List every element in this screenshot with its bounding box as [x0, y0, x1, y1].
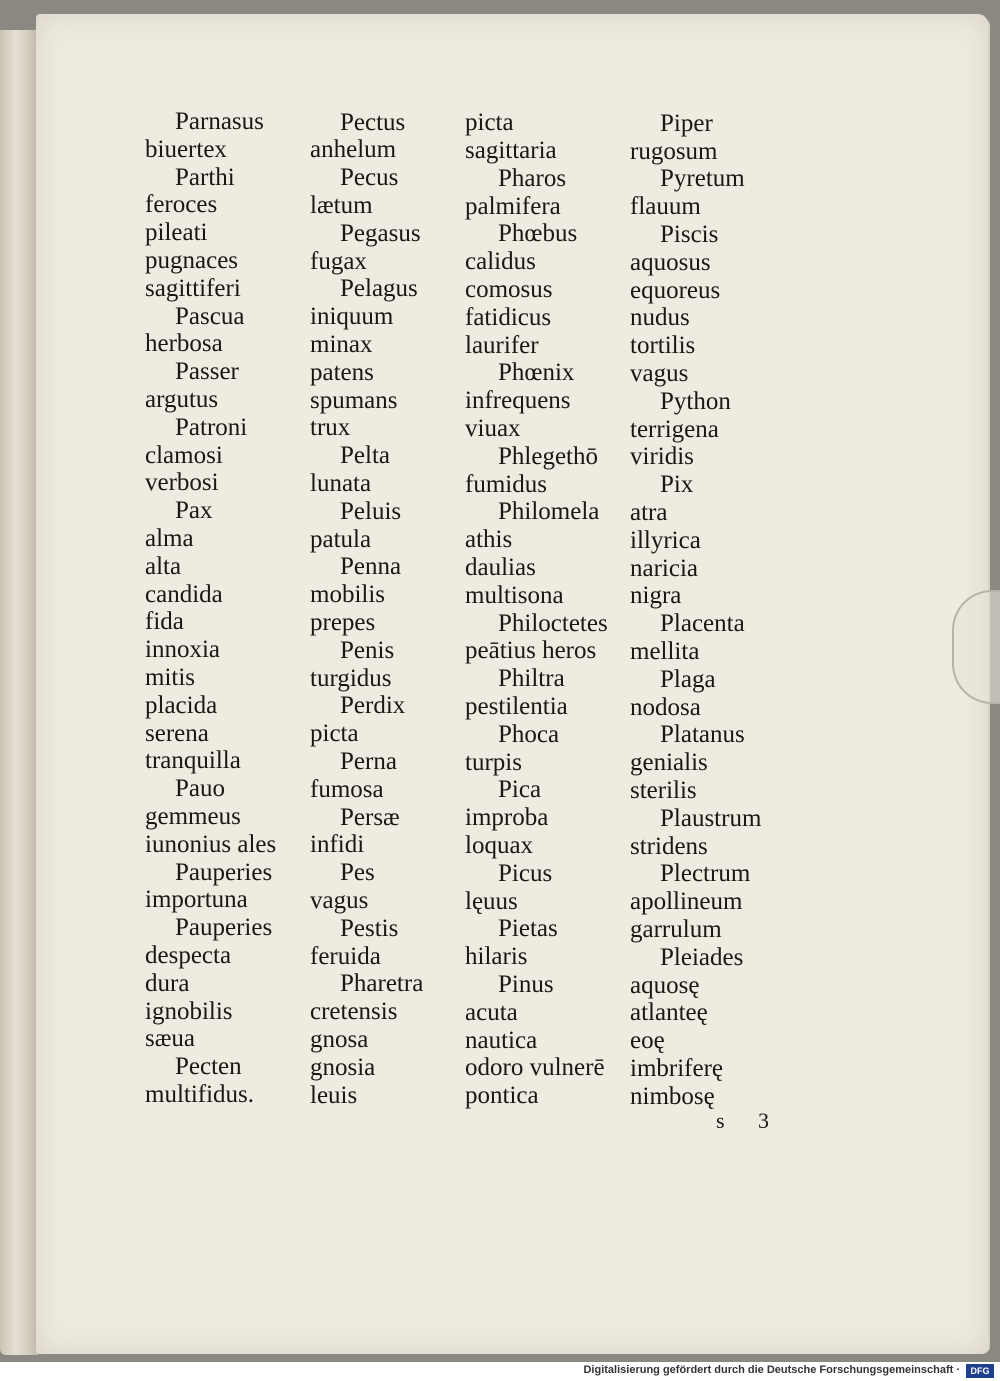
entry-word: terrigena [630, 415, 719, 443]
entry-word: Pegasus [340, 219, 421, 247]
book-binding [0, 30, 38, 1355]
entry-word: clamosi [145, 441, 223, 469]
entry-word: verbosi [145, 469, 219, 497]
entry-word: Picus [498, 859, 553, 887]
entry-word: infrequens [465, 387, 571, 415]
entry-word: Passer [175, 358, 239, 386]
entry-word: vagus [630, 360, 689, 387]
entry-word: alta [145, 552, 182, 580]
entry-word: Persæ [340, 803, 400, 831]
entry-word: imbriferę [630, 1055, 724, 1082]
entry-word: Penis [340, 636, 395, 664]
entry-word: rugosum [630, 137, 718, 165]
entry-word: multisona [465, 581, 564, 609]
entry-word: peātius heros [465, 637, 597, 665]
entry-word: daulias [465, 554, 536, 581]
entry-word: mellita [630, 638, 700, 665]
entry-word: apollineum [630, 888, 743, 916]
entry-word: gnosa [310, 1026, 369, 1053]
entry-word: Phoca [498, 720, 560, 748]
entry-word: Patroni [175, 413, 248, 441]
entry-word: trux [310, 414, 351, 442]
signature-mark: s 3 [716, 1108, 784, 1133]
entry-word: hilaris [465, 943, 528, 971]
entry-word: herbosa [145, 330, 223, 358]
entry-word: Pectus [340, 108, 406, 136]
entry-word: patens [310, 358, 374, 386]
entry-word: vagus [310, 887, 369, 914]
entry-word: iunonius ales [145, 830, 277, 858]
entry-word: stridens [630, 832, 708, 860]
entry-word: pestilentia [465, 693, 568, 720]
entry-word: nimbosę [630, 1082, 715, 1110]
entry-word: tortilis [630, 332, 696, 360]
entry-word: Placenta [660, 610, 745, 638]
entry-word: atra [630, 499, 668, 526]
entry-word: Pes [340, 859, 375, 887]
entry-word: Plaustrum [660, 804, 762, 832]
entry-word: Philtra [498, 665, 565, 693]
entry-word: calidus [465, 248, 536, 276]
entry-word: atlanteę [630, 999, 708, 1027]
entry-word: nigra [630, 582, 682, 610]
entry-word: mitis [145, 664, 196, 691]
entry-word: Piscis [660, 221, 719, 248]
entry-word: patula [310, 525, 372, 553]
entry-word: fida [145, 608, 184, 636]
entry-word: serena [145, 719, 209, 747]
page-clip [952, 590, 1000, 704]
entry-word: fumidus [465, 470, 547, 498]
entry-word: Pauperies [175, 914, 273, 942]
entry-word: Pyretum [660, 165, 745, 193]
entry-word: Phlegethō [498, 442, 598, 470]
entry-word: Python [660, 387, 731, 415]
entry-word: mobilis [310, 581, 386, 609]
entry-word: eoę [630, 1027, 665, 1055]
entry-word: sterilis [630, 777, 697, 804]
entry-word: Pauperies [175, 858, 273, 886]
entry-word: Pecus [340, 164, 399, 192]
entry-word: genialis [630, 749, 708, 777]
entry-word: turgidus [310, 664, 392, 692]
entry-word: Pinus [498, 971, 554, 998]
entry-word: Pharos [498, 164, 567, 192]
entry-word: garrulum [630, 916, 722, 943]
entry-word: improba [465, 804, 549, 832]
entry-word: leuis [310, 1081, 358, 1109]
entry-word: sagittiferi [145, 274, 241, 302]
footer-credit: Digitalisierung gefördert durch die Deutsche Forschungsgemeinschaft · [583, 1364, 960, 1376]
entry-word: cretensis [310, 998, 398, 1026]
entry-word: nautica [465, 1026, 538, 1054]
entry-word: athis [465, 526, 513, 554]
entry-word: multifidus. [145, 1081, 255, 1108]
entry-word: Pica [498, 776, 542, 804]
entry-word: sæua [145, 1025, 195, 1053]
entry-word: argutus [145, 386, 219, 413]
entry-word: acuta [465, 998, 518, 1026]
entry-word: nudus [630, 304, 690, 332]
entry-word: Perna [340, 748, 397, 775]
entry-word: illyrica [630, 526, 701, 554]
entry-word: viridis [630, 443, 694, 471]
entry-word: naricia [630, 554, 699, 582]
entry-word: Phœnix [498, 359, 575, 387]
entry-word: Perdix [340, 692, 406, 720]
entry-word: anhelum [310, 136, 397, 164]
entry-word: Pharetra [340, 970, 424, 998]
entry-word: lætum [310, 192, 373, 219]
entry-word: picta [465, 109, 514, 137]
entry-word: Phœbus [498, 220, 578, 248]
entry-word: turpis [465, 748, 522, 776]
entry-word: Philoctetes [498, 609, 608, 637]
entry-word: odoro vulnerē [465, 1054, 605, 1082]
entry-word: fatidicus [465, 303, 552, 331]
entry-word: fugax [310, 247, 367, 275]
entry-word: infidi [310, 831, 365, 859]
entry-word: viuax [465, 415, 521, 442]
entry-word: dura [145, 969, 190, 997]
entry-word: innoxia [145, 636, 220, 664]
entry-word: Parthi [175, 163, 235, 191]
entry-word: candida [145, 580, 223, 608]
entry-word: nodosa [630, 693, 701, 721]
entry-word: loquax [465, 832, 534, 859]
entry-word: Plectrum [660, 860, 751, 888]
entry-word: pugnaces [145, 247, 239, 274]
entry-word: Plaga [660, 665, 716, 693]
footer-bar [0, 1362, 1000, 1381]
entry-word: alma [145, 525, 194, 552]
entry-word: Penna [340, 553, 402, 581]
entry-word: aquosę [630, 971, 700, 999]
entry-word: Peluis [340, 497, 402, 525]
entry-word: Pax [175, 497, 213, 525]
entry-word: gnosia [310, 1053, 376, 1081]
entry-word: palmifera [465, 192, 561, 220]
dfg-logo: DFG [966, 1364, 994, 1378]
entry-word: tranquilla [145, 747, 241, 775]
entry-word: Parnasus [175, 108, 264, 135]
entry-word: laurifer [465, 331, 539, 359]
entry-word: flauum [630, 193, 701, 221]
entry-word: Pauo [175, 775, 225, 803]
entry-word: Piper [660, 109, 713, 137]
entry-word: Pelagus [340, 275, 418, 303]
entry-word: Pietas [498, 915, 558, 943]
entry-word: Platanus [660, 721, 745, 749]
entry-word: lęuus [465, 887, 518, 915]
entry-word: ignobilis [145, 997, 233, 1025]
entry-word: pontica [465, 1082, 539, 1110]
entry-word: lunata [310, 470, 372, 497]
entry-word: Pelta [340, 442, 390, 470]
entry-word: feruida [310, 942, 381, 970]
entry-word: importuna [145, 886, 248, 914]
entry-word: pileati [145, 219, 208, 247]
entry-word: Pestis [340, 914, 399, 942]
entry-word: picta [310, 720, 359, 748]
entry-word: despecta [145, 942, 232, 969]
entry-word: Pix [660, 471, 694, 499]
entry-word: spumans [310, 386, 398, 414]
entry-word: placida [145, 691, 218, 719]
entry-word: aquosus [630, 248, 711, 276]
entry-word: Pleiades [660, 943, 744, 971]
entry-word: iniquum [310, 303, 394, 331]
entry-word: feroces [145, 191, 218, 219]
entry-word: Pecten [175, 1053, 242, 1081]
entry-word: sagittaria [465, 137, 557, 164]
entry-word: minax [310, 331, 373, 358]
entry-word: fumosa [310, 775, 384, 803]
entry-word: prepes [310, 609, 376, 636]
entry-word: Pascua [175, 302, 245, 330]
entry-word: biuertex [145, 135, 227, 163]
entry-word: Philomela [498, 498, 600, 526]
entry-word: gemmeus [145, 803, 241, 830]
entry-word: equoreus [630, 276, 721, 304]
entry-word: comosus [465, 276, 553, 303]
